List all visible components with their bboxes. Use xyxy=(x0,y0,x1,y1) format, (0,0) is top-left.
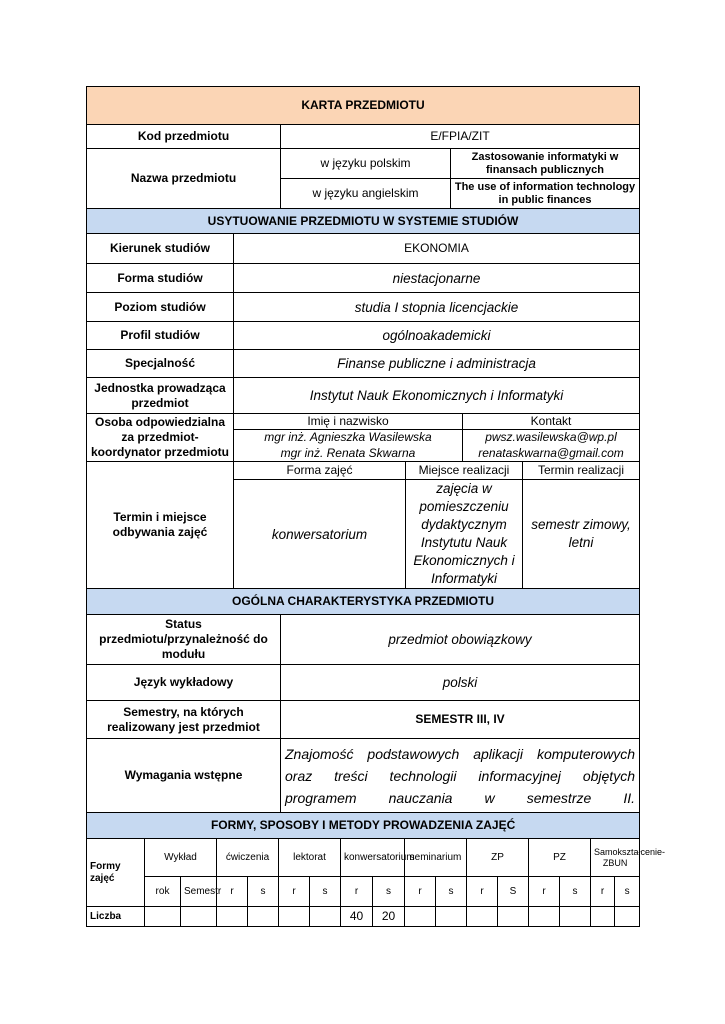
coordinator-contact-2: renataskwarna@gmail.com xyxy=(463,446,640,462)
coordinator-contact-header: Kontakt xyxy=(463,414,640,430)
unit-value: Instytut Nauk Ekonomicznych i Informatyki xyxy=(234,378,640,414)
count-cell xyxy=(591,907,615,927)
course-code-label: Kod przedmiotu xyxy=(87,125,281,149)
course-name-pl-value: Zastosowanie informatyki w finansach publicznych xyxy=(451,149,640,179)
semesters-label: Semestry, na których realizowany jest przedmiot xyxy=(87,701,281,739)
forms-header-lektorat: lektorat xyxy=(279,839,341,877)
schedule-term-value: semestr zimowy, letni xyxy=(523,480,640,589)
count-cell xyxy=(529,907,560,927)
requirements-label: Wymagania wstępne xyxy=(87,739,281,813)
sub-r: r xyxy=(467,877,498,907)
schedule-form-header: Forma zajęć xyxy=(234,462,406,480)
count-cell xyxy=(405,907,436,927)
sub-s: s xyxy=(310,877,341,907)
status-value: przedmiot obowiązkowy xyxy=(281,615,640,665)
count-cell xyxy=(615,907,640,927)
count-konwersatorium-r: 40 xyxy=(341,907,373,927)
sub-r: r xyxy=(591,877,615,907)
field-of-study-label: Kierunek studiów xyxy=(87,234,234,264)
sub-semestr: Semestr xyxy=(181,877,217,907)
coordinator-name-header: Imię i nazwisko xyxy=(234,414,463,430)
count-konwersatorium-s: 20 xyxy=(373,907,405,927)
study-form-value: niestacjonarne xyxy=(234,264,640,293)
forms-row-label: Formy zajęć xyxy=(87,839,145,907)
study-profile-label: Profil studiów xyxy=(87,322,234,350)
specialization-value: Finanse publiczne i administracja xyxy=(234,350,640,378)
schedule-label: Termin i miejsce odbywania zajęć xyxy=(87,462,234,589)
forms-table xyxy=(86,812,666,927)
language-label: Język wykładowy xyxy=(87,665,281,701)
sub-s: s xyxy=(373,877,405,907)
sub-s: s xyxy=(615,877,640,907)
forms-header-konwersatorium: konwersatorium xyxy=(341,839,405,877)
requirements-value: Znajomość podstawowych aplikacji komputerowych oraz treści technologii informacyjnej objętych programem nauczania w semestrze II. xyxy=(281,739,640,813)
general-table xyxy=(86,588,640,813)
sub-r: r xyxy=(405,877,436,907)
count-cell xyxy=(217,907,248,927)
specialization-label: Specjalność xyxy=(87,350,234,378)
card-title: KARTA PRZEDMIOTU xyxy=(87,87,640,125)
course-name-en-value: The use of information technology in public finances xyxy=(451,179,640,209)
count-cell xyxy=(498,907,529,927)
coordinator-name-1: mgr inż. Agnieszka Wasilewska xyxy=(234,430,463,446)
forms-header-cwiczenia: ćwiczenia xyxy=(217,839,279,877)
count-cell xyxy=(145,907,181,927)
count-label: Liczba xyxy=(87,907,145,927)
section-forms-header: FORMY, SPOSOBY I METODY PROWADZENIA ZAJĘĆ xyxy=(87,813,640,839)
count-cell xyxy=(560,907,591,927)
forms-header-seminarium: seminarium xyxy=(405,839,467,877)
forms-header-samoksztalcenie: Samokształcenie-ZBUN xyxy=(591,839,640,877)
status-label: Status przedmiotu/przynależność do modułu xyxy=(87,615,281,665)
sub-r: r xyxy=(529,877,560,907)
field-of-study-value: EKONOMIA xyxy=(234,234,640,264)
sub-r: r xyxy=(217,877,248,907)
unit-label: Jednostka prowadząca przedmiot xyxy=(87,378,234,414)
semesters-value: SEMESTR III, IV xyxy=(281,701,640,739)
count-cell xyxy=(279,907,310,927)
count-cell xyxy=(181,907,217,927)
coordinator-name-2: mgr inż. Renata Skwarna xyxy=(234,446,463,462)
count-cell xyxy=(467,907,498,927)
count-cell xyxy=(436,907,467,927)
count-cell xyxy=(248,907,279,927)
study-profile-value: ogólnoakademicki xyxy=(234,322,640,350)
course-name-pl-label: w języku polskim xyxy=(281,149,451,179)
study-level-label: Poziom studiów xyxy=(87,293,234,322)
schedule-term-header: Termin realizacji xyxy=(523,462,640,480)
sub-S: S xyxy=(498,877,529,907)
sub-rok: rok xyxy=(145,877,181,907)
coordinator-label: Osoba odpowiedzialna za przedmiot- koordynator przedmiotu xyxy=(87,414,234,462)
course-code-value: E/FPIA/ZIT xyxy=(281,125,640,149)
study-form-label: Forma studiów xyxy=(87,264,234,293)
forms-header-pz: PZ xyxy=(529,839,591,877)
schedule-place-header: Miejsce realizacji xyxy=(406,462,523,480)
section-general-header: OGÓLNA CHARAKTERYSTYKA PRZEDMIOTU xyxy=(87,589,640,615)
sub-r: r xyxy=(279,877,310,907)
section-placement-header: USYTUOWANIE PRZEDMIOTU W SYSTEMIE STUDIÓW xyxy=(87,209,640,234)
course-card xyxy=(86,86,666,927)
sub-s: s xyxy=(436,877,467,907)
sub-s: s xyxy=(560,877,591,907)
course-header-table xyxy=(86,86,640,209)
forms-header-wyklad: Wykład xyxy=(145,839,217,877)
placement-table xyxy=(86,208,640,589)
count-cell xyxy=(310,907,341,927)
course-name-en-label: w języku angielskim xyxy=(281,179,451,209)
sub-r: r xyxy=(341,877,373,907)
study-level-value: studia I stopnia licencjackie xyxy=(234,293,640,322)
schedule-form-value: konwersatorium xyxy=(234,480,406,589)
coordinator-contact-1: pwsz.wasilewska@wp.pl xyxy=(463,430,640,446)
sub-s: s xyxy=(248,877,279,907)
course-name-label: Nazwa przedmiotu xyxy=(87,149,281,209)
language-value: polski xyxy=(281,665,640,701)
schedule-place-value: zajęcia w pomieszczeniu dydaktycznym Instytutu Nauk Ekonomicznych i Informatyki xyxy=(406,480,523,589)
forms-header-zp: ZP xyxy=(467,839,529,877)
